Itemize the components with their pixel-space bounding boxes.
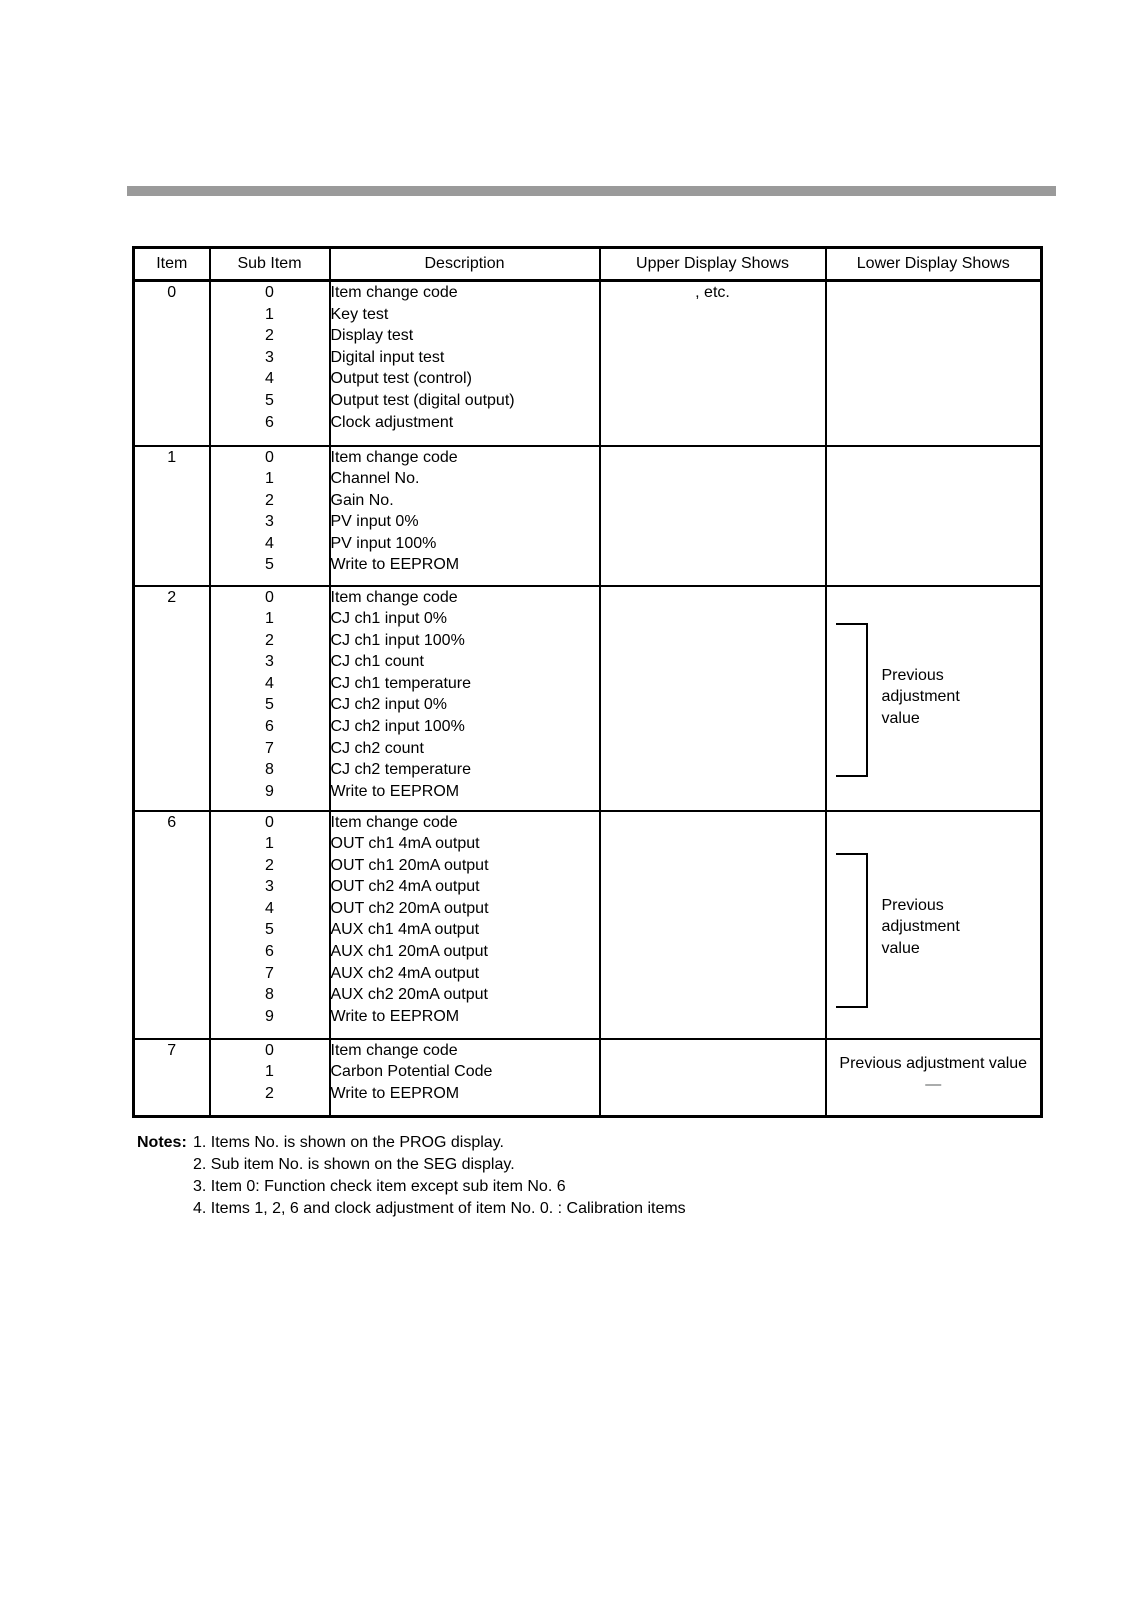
- table-cell-line: CJ ch2 count: [330, 739, 424, 757]
- header-item: Item: [134, 248, 210, 281]
- table-cell-line: 3. Item 0: Function check item except sub item No. 6: [193, 1178, 566, 1195]
- upper-display-cell: [600, 281, 826, 446]
- table-cell-line: AUX ch2 20mA output: [330, 986, 488, 1004]
- table-cell-line: 5: [265, 696, 274, 714]
- header-sub-item: Sub Item: [210, 248, 330, 281]
- table-cell-line: 4: [265, 534, 274, 552]
- table-cell-line: 5: [265, 391, 274, 409]
- group-bracket-shape: [836, 623, 868, 777]
- table-cell-line: CJ ch1 temperature: [330, 674, 472, 692]
- table-cell-line: Write to EEPROM: [330, 1007, 460, 1025]
- item-no-cell: 7: [134, 1039, 210, 1117]
- description-cell: [330, 446, 600, 586]
- table-cell-line: 3: [265, 653, 274, 671]
- table-cell-line: CJ ch1 input 0%: [330, 610, 448, 628]
- table-cell-line: OUT ch2 4mA output: [330, 878, 480, 896]
- item-no-cell: 6: [134, 811, 210, 1039]
- table-cell-line: CJ ch2 temperature: [330, 761, 472, 779]
- table-cell-line: 0: [265, 588, 274, 606]
- table-cell-line: Write to EEPROM: [330, 782, 460, 800]
- table-cell-line: Write to EEPROM: [330, 556, 460, 574]
- previous-adjustment-label: Previous adjustment value: [881, 666, 960, 727]
- group-bracket-shape: [836, 853, 868, 1008]
- table-cell-line: 2. Sub item No. is shown on the SEG display.: [193, 1156, 515, 1173]
- table-cell-line: Item change code: [330, 813, 458, 831]
- upper-display-cell: [600, 586, 826, 811]
- table-cell-line: 8: [265, 986, 274, 1004]
- previous-adjustment-label: Previous adjustment value: [839, 1054, 1028, 1072]
- table-cell-line: Output test (digital output): [330, 391, 515, 409]
- table-cell-line: 5: [265, 556, 274, 574]
- table-cell-line: 1: [265, 470, 274, 488]
- table-cell-line: Digital input test: [330, 348, 445, 366]
- table-header-row: [134, 248, 1042, 281]
- table-cell-line: 3: [265, 348, 274, 366]
- table-cell-line: 2: [265, 491, 274, 509]
- sub-item-cell: [210, 586, 330, 811]
- table-cell-line: Carbon Potential Code: [330, 1063, 493, 1081]
- table-cell-line: 1: [265, 305, 274, 323]
- lower-display-cell: [826, 811, 1042, 1039]
- table-cell-line: 2: [265, 631, 274, 649]
- diagnostic-items-table: [132, 246, 1043, 1118]
- lower-display-cell: [826, 281, 1042, 446]
- description-cell: [330, 281, 600, 446]
- item-no-cell: 0: [134, 281, 210, 446]
- table-cell-line: 1: [265, 1063, 274, 1081]
- table-cell-line: 3: [265, 513, 274, 531]
- table-row-item-6: [134, 811, 1042, 1039]
- table-cell-line: AUX ch2 4mA output: [330, 964, 480, 982]
- item-no-cell: 2: [134, 586, 210, 811]
- table-cell-line: 4: [265, 899, 274, 917]
- sub-item-cell: [210, 811, 330, 1039]
- table-cell-line: 1: [265, 835, 274, 853]
- upper-display-cell: [600, 811, 826, 1039]
- table-cell-line: 2: [265, 1084, 274, 1102]
- table-cell-line: PV input 0%: [330, 513, 419, 531]
- table-cell-line: Item change code: [330, 588, 458, 606]
- notes-label: Notes:: [137, 1134, 187, 1151]
- header-lower-display: Lower Display Shows: [826, 248, 1042, 281]
- table-row-item-7: [134, 1039, 1042, 1117]
- section-divider-bar: [127, 186, 1056, 196]
- table-cell-line: 7: [265, 739, 274, 757]
- table-cell-line: PV input 100%: [330, 534, 437, 552]
- item-no-cell: 1: [134, 446, 210, 586]
- table-cell-line: 4. Items 1, 2, 6 and clock adjustment of item No. 0. : Calibration items: [193, 1200, 686, 1217]
- previous-adjustment-label: Previous adjustment value: [881, 896, 960, 957]
- table-cell-line: AUX ch1 4mA output: [330, 921, 480, 939]
- table-cell-line: Item change code: [330, 1041, 458, 1059]
- table-cell-line: Write to EEPROM: [330, 1084, 460, 1102]
- table-cell-line: 0: [265, 284, 274, 301]
- notes-block: [137, 1132, 686, 1220]
- upper-display-cell: [600, 446, 826, 586]
- table-cell-line: 0: [265, 448, 274, 466]
- table-cell-line: 6: [265, 718, 274, 736]
- table-cell-line: CJ ch1 input 100%: [330, 631, 465, 649]
- table-cell-line: 2: [265, 856, 274, 874]
- table-cell-line: 5: [265, 921, 274, 939]
- table-cell-line: 1. Items No. is shown on the PROG display.: [193, 1134, 504, 1151]
- table-cell-line: Key test: [330, 305, 389, 323]
- table-cell-line: 2: [265, 327, 274, 345]
- table-cell-line: CJ ch1 count: [330, 653, 424, 671]
- header-upper-display: Upper Display Shows: [600, 248, 826, 281]
- upper-display-cell: [600, 1039, 826, 1117]
- dash-mark: —: [925, 1076, 942, 1094]
- lower-display-cell: [826, 1039, 1042, 1117]
- table-cell-line: Output test (control): [330, 370, 472, 388]
- table-cell-line: Display test: [330, 327, 414, 345]
- table-cell-line: CJ ch2 input 0%: [330, 696, 448, 714]
- header-description: Description: [330, 248, 600, 281]
- table-cell-line: 4: [265, 674, 274, 692]
- notes-lines: [193, 1132, 686, 1220]
- table-cell-line: Item change code: [330, 448, 458, 466]
- lower-display-cell: [826, 446, 1042, 586]
- table-cell-line: 0: [265, 1041, 274, 1059]
- table-cell-line: CJ ch2 input 100%: [330, 718, 465, 736]
- upper-display-text: , etc.: [695, 284, 730, 301]
- table-cell-line: 6: [265, 943, 274, 961]
- table-cell-line: 8: [265, 761, 274, 779]
- table-cell-line: Channel No.: [330, 470, 420, 488]
- sub-item-cell: [210, 1039, 330, 1117]
- table-cell-line: AUX ch1 20mA output: [330, 943, 488, 961]
- table-row-item-0: [134, 281, 1042, 446]
- table-cell-line: 0: [265, 813, 274, 831]
- table-row-item-1: [134, 446, 1042, 586]
- table-cell-line: 9: [265, 1007, 274, 1025]
- table-cell-line: OUT ch1 20mA output: [330, 856, 489, 874]
- sub-item-cell: [210, 281, 330, 446]
- table-cell-line: 6: [265, 413, 274, 431]
- table-cell-line: OUT ch1 4mA output: [330, 835, 480, 853]
- table-cell-line: Gain No.: [330, 491, 394, 509]
- table-cell-line: 1: [265, 610, 274, 628]
- table-cell-line: OUT ch2 20mA output: [330, 899, 489, 917]
- table-cell-line: 3: [265, 878, 274, 896]
- description-cell: [330, 1039, 600, 1117]
- sub-item-cell: [210, 446, 330, 586]
- description-cell: [330, 586, 600, 811]
- lower-display-cell: [826, 586, 1042, 811]
- table-cell-line: 7: [265, 964, 274, 982]
- table-cell-line: Clock adjustment: [330, 413, 454, 431]
- table-cell-line: 9: [265, 782, 274, 800]
- description-cell: [330, 811, 600, 1039]
- table-cell-line: 4: [265, 370, 274, 388]
- table-cell-line: Item change code: [330, 284, 458, 301]
- table-row-item-2: [134, 586, 1042, 811]
